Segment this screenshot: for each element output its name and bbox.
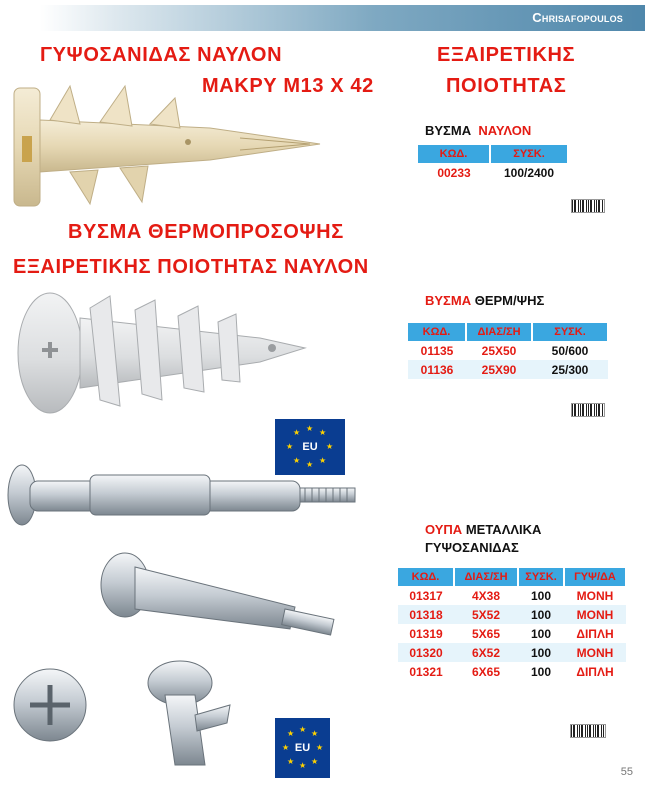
product3-col-pack: ΣΥΣΚ. — [518, 568, 564, 586]
product2-label — [425, 293, 544, 308]
eu-flag-icon: ★ ★ ★ ★ ★ ★ ★ ★ EU — [275, 419, 345, 475]
product1-label-black: ΒΥΣΜΑ — [425, 123, 472, 138]
product3-label — [425, 522, 541, 537]
table-row — [408, 341, 608, 360]
product1-title-line1: ΓΥΨΟΣΑΝΙΔΑΣ ΝΑΥΛΟΝ — [40, 44, 283, 66]
product2-row1-pack: 50/600 — [551, 343, 589, 358]
header-bar — [40, 5, 645, 31]
product3-row-type: ΜΟΝΗ — [576, 588, 614, 603]
product2-col-dim: ΔΙΑΣ/ΣΗ — [466, 323, 532, 341]
product1-col-code: ΚΩΔ. — [418, 145, 490, 163]
eu-flag-icon: ★ ★ ★ ★ ★ ★ ★ ★ EU — [275, 718, 330, 778]
product1-quality-line1: ΕΞΑΙΡΕΤΙΚΗΣ — [437, 44, 576, 66]
metal-anchor-expanded-image — [135, 655, 245, 770]
product3-label-line2 — [425, 540, 519, 555]
product3-row-dim: 5X52 — [454, 605, 518, 624]
product2-row1-dim: 25X50 — [481, 343, 517, 358]
metal-anchor-short-image — [95, 545, 345, 655]
product2-col-pack: ΣΥΣΚ. — [532, 323, 608, 341]
product1-table — [418, 145, 569, 182]
product3-row-pack: 100 — [530, 664, 552, 679]
product2-col-code: ΚΩΔ. — [408, 323, 466, 341]
product3-table — [398, 568, 627, 681]
product2-row2-dim: 25X90 — [466, 360, 532, 379]
thermal-anchor-image — [10, 288, 310, 418]
product3-row-dim: 6X52 — [454, 643, 518, 662]
product3-row-code: 01317 — [409, 588, 443, 603]
eu-flag-text: EU — [302, 441, 318, 453]
product1-row-code: 00233 — [437, 165, 471, 180]
product3-row-type: ΔΙΠΛΗ — [576, 664, 614, 679]
product2-table — [408, 323, 609, 379]
table-row — [398, 586, 626, 605]
product2-row1-code: 01135 — [420, 343, 454, 358]
table-row — [398, 662, 626, 681]
product2-label-black: ΘΕΡΜ/ΨΗΣ — [474, 293, 545, 308]
product3-row-type: ΔΙΠΛΗ — [576, 626, 614, 641]
product2-row2-code: 01136 — [408, 360, 466, 379]
product1-row-pack: 100/2400 — [503, 165, 555, 180]
table-row — [408, 360, 608, 379]
table-row — [418, 163, 568, 182]
product3-row-pack: 100 — [530, 588, 552, 603]
table-row — [398, 643, 626, 662]
product3-row-dim: 5X65 — [471, 626, 501, 641]
product1-col-pack: ΣΥΣΚ. — [490, 145, 568, 163]
product3-row-code: 01320 — [398, 643, 454, 662]
product1-label-red: ΝΑΥΛΟΝ — [478, 123, 532, 138]
product3-label-line2-text: ΓΥΨΟΣΑΝΙΔΑΣ — [425, 540, 519, 555]
product3-col-code: ΚΩΔ. — [398, 568, 454, 586]
table-row — [398, 624, 626, 643]
product3-row-type: ΜΟΝΗ — [564, 605, 626, 624]
product2-row2-pack: 25/300 — [532, 360, 608, 379]
product3-row-code: 01321 — [409, 664, 443, 679]
product3-label-red: ΟΥΠΑ — [425, 522, 463, 537]
eu-flag-text: EU — [294, 742, 311, 754]
product2-title-line2: ΕΞΑΙΡΕΤΙΚΗΣ ΠΟΙΟΤΗΤΑΣ ΝΑΥΛΟΝ — [13, 256, 369, 278]
product3-col-type: ΓΥΨ/ΔΑ — [564, 568, 626, 586]
product3-row-dim: 6X65 — [471, 664, 501, 679]
product3-row-pack: 100 — [518, 643, 564, 662]
table-row — [398, 605, 626, 624]
metal-anchor-long-image — [0, 455, 360, 535]
product2-title-line1: ΒΥΣΜΑ ΘΕΡΜΟΠΡΟΣΟΨΗΣ — [68, 221, 344, 243]
metal-anchor-head-image — [5, 660, 95, 750]
product3-row-dim: 4X38 — [471, 588, 501, 603]
barcode-icon — [571, 403, 605, 417]
product3-row-code: 01318 — [398, 605, 454, 624]
product1-quality-line2: ΠΟΙΟΤΗΤΑΣ — [446, 75, 567, 97]
barcode-icon — [570, 724, 606, 738]
product3-row-code: 01319 — [409, 626, 443, 641]
product3-row-pack: 100 — [518, 605, 564, 624]
product1-title-line2: ΜΑΚΡΥ Μ13 Χ 42 — [202, 75, 374, 97]
product1-label — [425, 123, 531, 138]
product3-label-black: ΜΕΤΑΛΛΙΚΑ — [465, 522, 542, 537]
page-number: 55 — [620, 766, 633, 778]
product3-col-dim: ΔΙΑΣ/ΣΗ — [454, 568, 518, 586]
nylon-anchor-image — [10, 80, 330, 210]
product3-row-type: ΜΟΝΗ — [564, 643, 626, 662]
barcode-icon — [571, 199, 605, 213]
product3-row-pack: 100 — [530, 626, 552, 641]
brand-name: Chrisafopoulos — [532, 10, 623, 25]
product2-label-red: ΒΥΣΜΑ — [425, 293, 472, 308]
